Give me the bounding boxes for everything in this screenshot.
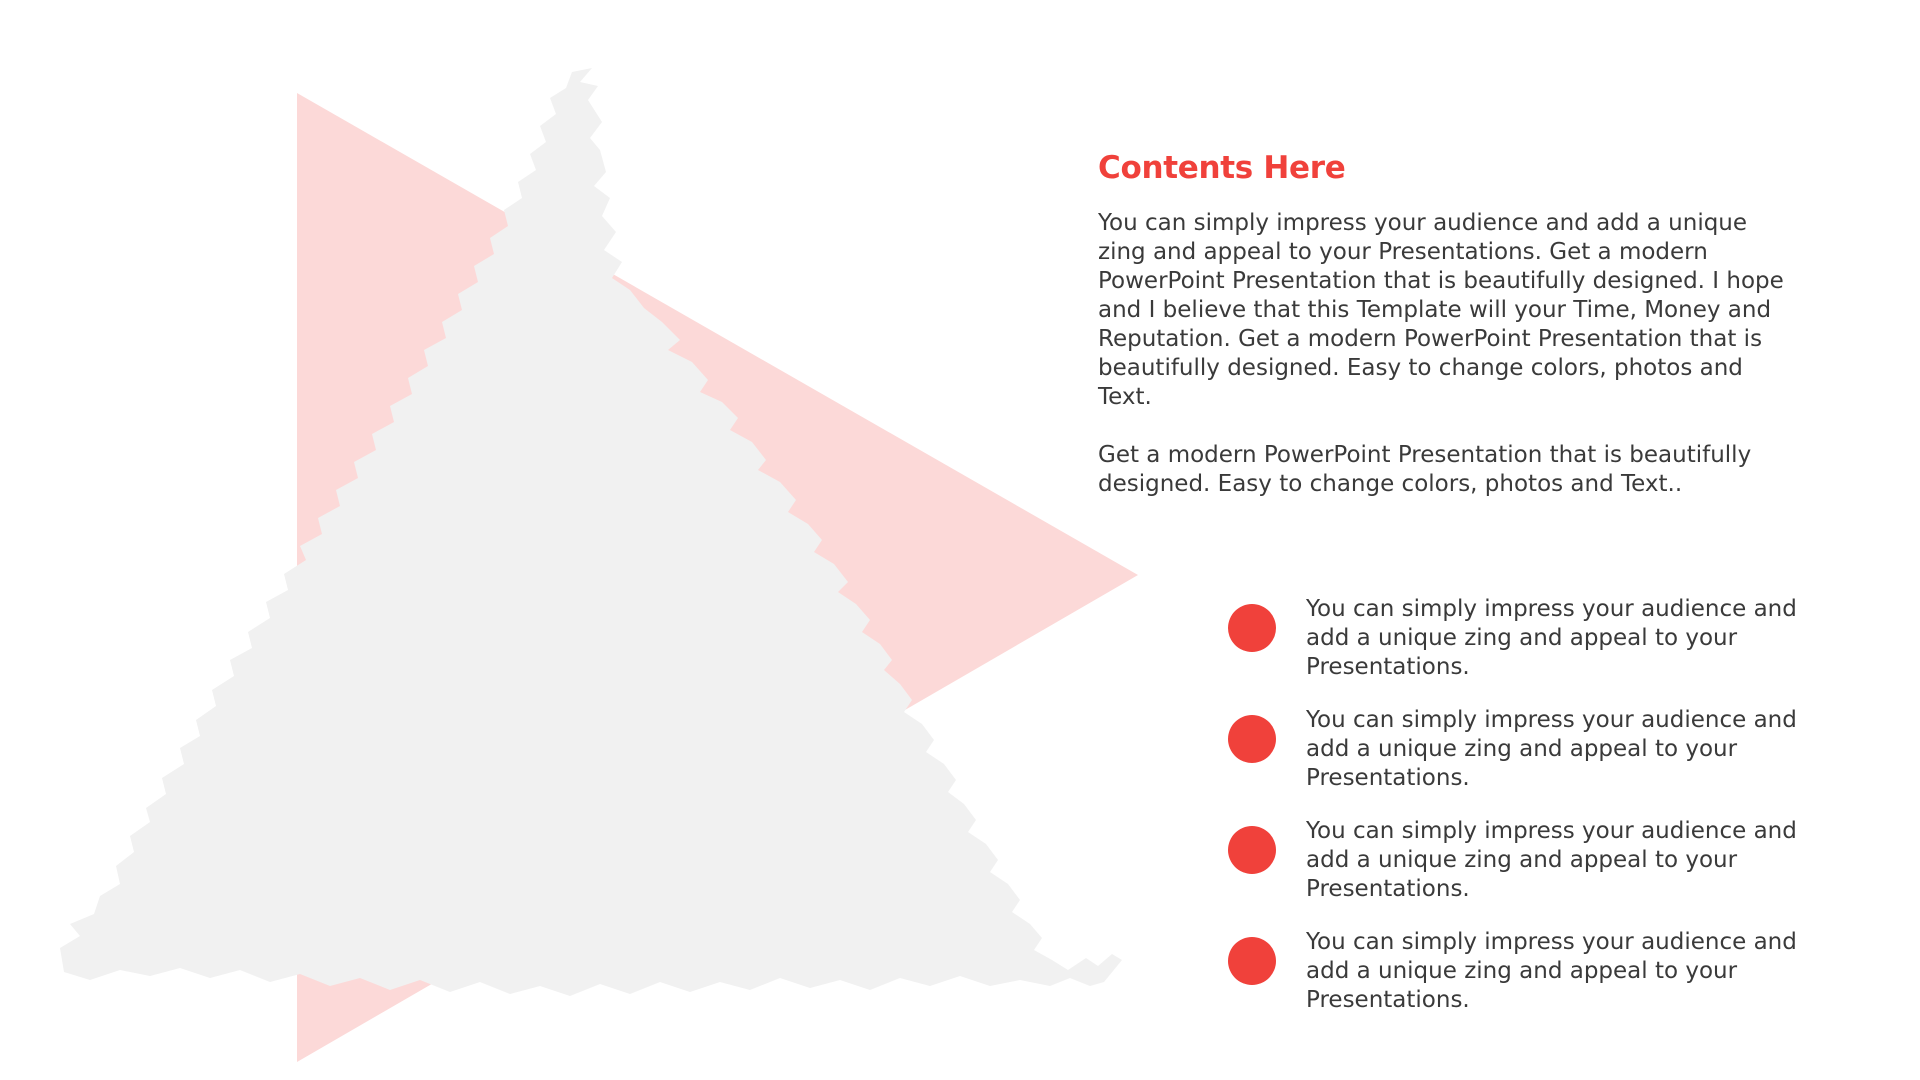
bullet-text: You can simply impress your audience and add a unique zing and appeal to your Presentations. bbox=[1306, 707, 1797, 791]
bullet-text: You can simply impress your audience and add a unique zing and appeal to your Presentations. bbox=[1306, 929, 1797, 1013]
red-dot-icon bbox=[1228, 826, 1276, 874]
paragraph-spacer bbox=[1098, 412, 1818, 441]
bullet-item bbox=[1228, 706, 1828, 817]
bullet-item bbox=[1228, 928, 1828, 1039]
bullet-list bbox=[1228, 595, 1828, 1039]
content-paragraph-1: You can simply impress your audience and add a unique zing and appeal to your Presentations. Get a modern PowerPoint Presentation that is beautifully designed. I hope and I believe that this Template will your Time, Money and Reputation. Get a modern PowerPoint Presentation that is beautifully designed. Easy to change colors, photos and Text. bbox=[1098, 210, 1784, 411]
content-paragraph-2: Get a modern PowerPoint Presentation that is beautifully designed. Easy to change colors, photos and Text.. bbox=[1098, 442, 1752, 498]
bullet-text: You can simply impress your audience and add a unique zing and appeal to your Presentations. bbox=[1306, 596, 1797, 680]
red-dot-icon bbox=[1228, 937, 1276, 985]
bullet-item bbox=[1228, 595, 1828, 706]
bullet-item bbox=[1228, 817, 1828, 928]
bullet-text: You can simply impress your audience and add a unique zing and appeal to your Presentations. bbox=[1306, 818, 1797, 902]
red-dot-icon bbox=[1228, 604, 1276, 652]
content-title: Contents Here bbox=[1098, 150, 1346, 186]
red-dot-icon bbox=[1228, 715, 1276, 763]
content-block bbox=[1098, 150, 1818, 499]
